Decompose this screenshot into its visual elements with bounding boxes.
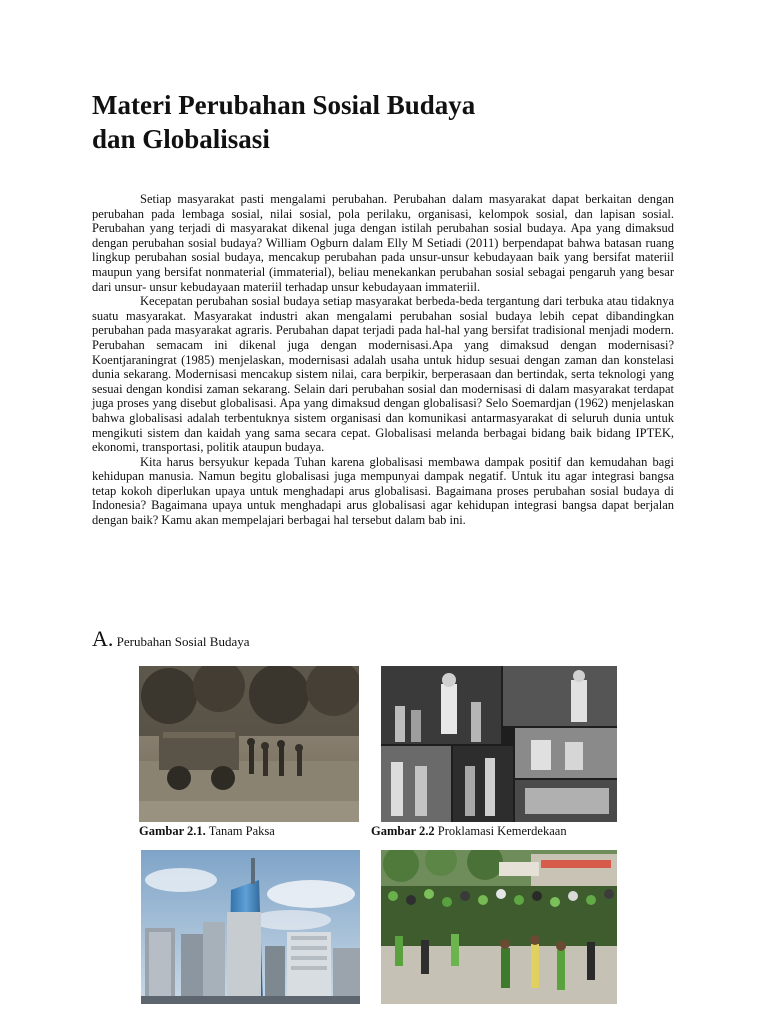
figure-2-2-text: Proklamasi Kemerdekaan	[437, 824, 567, 838]
paragraph-1: Setiap masyarakat pasti mengalami perubahan. Perubahan dalam masyarakat dapat berkaitan dengan perubahan pada lembaga sosial, nilai sosial, pola perilaku, organisasi, kelompok sosial, dan lapisan sosial. Perubahan yang terjadi di masyarakat dikenal juga dengan istilah perubahan sosial budaya. Apa yang dimaksud dengan perubahan sosial budaya? William Ogburn dalam Elly M Setiadi (2011) berpendapat bahwa batasan ruang lingkup perubahan sosial budaya, mencakup perubahan pada unsur-unsur kebudayaan baik yang bersifat materiil maupun yang bersifat nonmaterial (immaterial), beliau menekankan perubahan sosial sebagai pengaruh yang besar dari unsur- unsur kebudayaan materiil terhadap unsur kebudayaan immateriil.	[92, 192, 674, 294]
figure-2-2-caption	[371, 824, 567, 839]
figure-tanam-paksa-photo	[139, 666, 359, 822]
section-heading	[92, 626, 250, 652]
crowd-street-photo	[381, 850, 617, 1004]
figure-2-1-caption	[139, 824, 275, 839]
page-title	[92, 88, 692, 156]
figure-2-1-label: Gambar 2.1.	[139, 824, 206, 838]
city-skyline-photo	[141, 850, 360, 1004]
title-line-1: Materi Perubahan Sosial Budaya	[92, 90, 476, 120]
figure-2-2-label: Gambar 2.2	[371, 824, 435, 838]
figure-proklamasi-photo	[381, 666, 617, 822]
paragraph-2: Kecepatan perubahan sosial budaya setiap masyarakat berbeda-beda tergantung dari terbuka atau tidaknya suatu masyarakat. Masyarakat industri akan mengalami perubahan sosial budaya lebih cepat dibandingkan perubahan pada masyarakat agraris. Perubahan dapat terjadi pada hal-hal yang bersifat tradisional menjadi modern. Perubahan semacam ini dikenal juga dengan modernisasi.Apa yang dimaksud dengan modernisasi? Koentjaraningrat (1985) menjelaskan, modernisasi adalah usaha untuk hidup sesuai dengan zaman dan konstelasi dunia sekarang. Modernisasi mencakup sistem nilai, cara berpikir, berperasaan dan bertindak, serta teknologi yang sesuai dengan kondisi zaman sekarang. Selain dari perubahan sosial dan modernisasi di dalam masyarakat terdapat juga proses yang disebut globalisasi. Apa yang dimaksud dengan globalisasi? Selo Soemardjan (1962) menjelaskan bahwa globalisasi adalah terbentuknya sistem organisasi dan komunikasi antarmasyarakat di seluruh dunia untuk mengikuti sistem dan kaidah yang sama secara cepat. Globalisasi melanda berbagai bidang baik bidang IPTEK, ekonomi, transportasi, politik ataupun budaya.	[92, 294, 674, 455]
figure-2-1-text: Tanam Paksa	[208, 824, 275, 838]
section-letter: A.	[92, 626, 114, 651]
section-title: Perubahan Sosial Budaya	[116, 634, 250, 649]
paragraph-3: Kita harus bersyukur kepada Tuhan karena globalisasi membawa dampak positif dan kemudahan bagi kehidupan manusia. Namun begitu globalisasi juga mempunyai dampak negatif. Untuk itu agar integrasi bangsa tetap kokoh diperlukan upaya untuk menghadapi arus globalisasi. Bagaimana proses perubahan sosial budaya di Indonesia? Bagaimana upaya untuk menghadapi arus globalisasi agar kehidupan integrasi bangsa dapat berjalan dengan baik? Kamu akan mempelajari berbagai hal tersebut dalam bab ini.	[92, 454, 674, 528]
body-text	[92, 192, 674, 528]
title-line-2: dan Globalisasi	[92, 124, 270, 154]
